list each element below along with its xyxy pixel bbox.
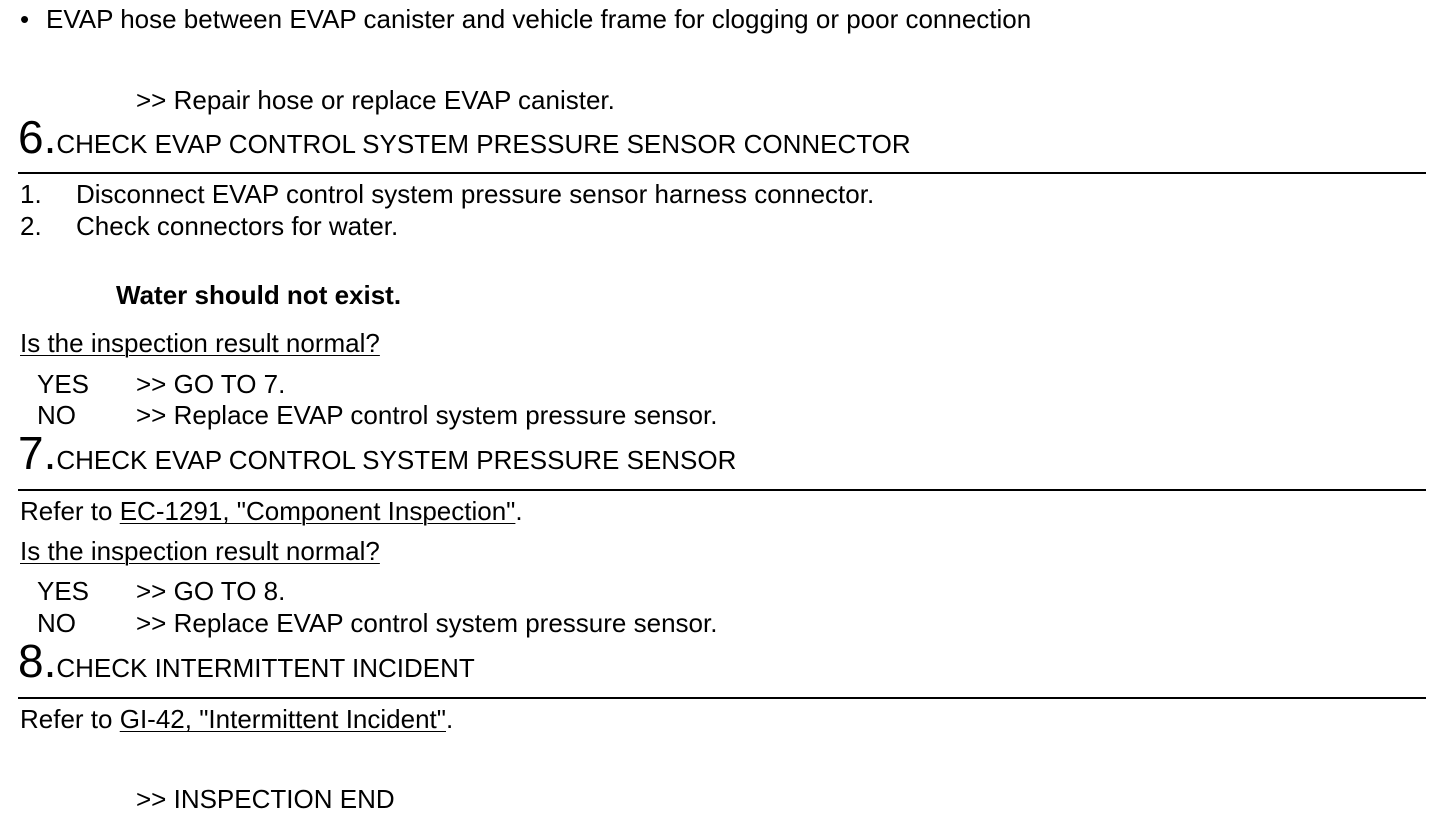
step5-action: >> Repair hose or replace EVAP canister.: [136, 85, 615, 115]
step7-refer-line: [20, 498, 523, 524]
step6-question: Is the inspection result normal?: [20, 328, 380, 358]
step6-number: 6.: [18, 111, 57, 163]
step6-header: [18, 111, 911, 163]
step8-end-action: >> INSPECTION END: [136, 784, 395, 814]
step6-title: CHECK EVAP CONTROL SYSTEM PRESSURE SENSOR CONNECTOR: [56, 129, 911, 159]
step6-list-text-1: Disconnect EVAP control system pressure sensor harness connector.: [76, 179, 875, 209]
bullet-marker: •: [20, 4, 30, 34]
step6-spec: Water should not exist.: [116, 280, 402, 310]
step7-refer-link[interactable]: EC-1291, "Component Inspection": [119, 496, 516, 526]
step8-refer-link[interactable]: GI-42, "Intermittent Incident": [119, 704, 446, 734]
step6-answer-no-action: >> Replace EVAP control system pressure sensor.: [136, 400, 718, 430]
bullet-item-text: EVAP hose between EVAP canister and vehicle frame for clogging or poor connection: [46, 4, 1032, 34]
step7-answer-yes-label: YES: [37, 576, 90, 606]
step6-list-text-2: Check connectors for water.: [76, 211, 399, 241]
step6-answer-yes-label: YES: [37, 369, 90, 399]
step7-question: Is the inspection result normal?: [20, 536, 380, 566]
step8-refer-prefix: Refer to: [20, 704, 120, 734]
step6-list-number-2: 2.: [20, 211, 42, 241]
step7-refer-suffix: .: [515, 496, 523, 526]
step8-divider: [18, 697, 1426, 699]
step6-answer-yes-action: >> GO TO 7.: [136, 369, 286, 399]
step7-refer-prefix: Refer to: [20, 496, 120, 526]
step8-header: [18, 635, 475, 687]
step6-answer-no-label: NO: [37, 400, 76, 430]
step8-refer-line: [20, 706, 453, 732]
step7-answer-no-label: NO: [37, 608, 76, 638]
step7-number: 7.: [18, 427, 57, 479]
step8-title: CHECK INTERMITTENT INCIDENT: [56, 653, 475, 683]
step7-divider: [18, 489, 1426, 491]
step7-header: [18, 427, 737, 479]
step8-number: 8.: [18, 635, 57, 687]
step7-answer-no-action: >> Replace EVAP control system pressure sensor.: [136, 608, 718, 638]
step7-answer-yes-action: >> GO TO 8.: [136, 576, 286, 606]
step8-refer-suffix: .: [446, 704, 454, 734]
step6-list-number-1: 1.: [20, 179, 42, 209]
step7-title: CHECK EVAP CONTROL SYSTEM PRESSURE SENSOR: [56, 445, 737, 475]
step6-divider: [18, 172, 1426, 174]
